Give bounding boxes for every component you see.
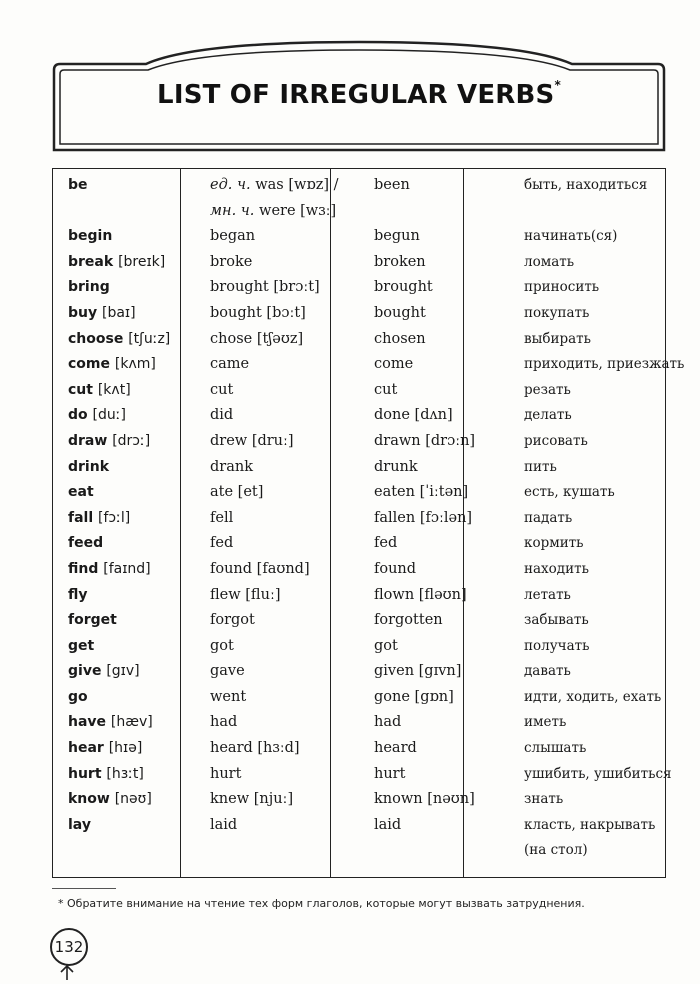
base-transcription: [nəʊ] [114, 791, 152, 808]
past-simple: heard [hɜːd] [210, 740, 300, 757]
past-simple: ate [et] [210, 484, 264, 501]
past-participle: begun [374, 228, 420, 245]
past-simple: got [210, 637, 234, 654]
past-simple: went [210, 688, 247, 705]
translation: летать [524, 586, 571, 603]
translation-cell [507, 301, 665, 327]
past-participle: bought [374, 304, 426, 321]
translation: ушибить, ушибиться [524, 765, 672, 782]
participle-transcription: [nəʊn] [427, 791, 475, 808]
table-row [53, 634, 665, 660]
base-transcription: [fɔːl] [98, 509, 131, 526]
base-form-cell [53, 583, 196, 609]
base-transcription: [hɜːt] [106, 765, 144, 782]
translation-cell [507, 455, 665, 481]
base-form-cell [53, 480, 196, 506]
past-participle: laid [374, 816, 402, 833]
base-form: go [68, 688, 88, 705]
translation-cell [507, 250, 665, 276]
translation: падать [524, 509, 573, 526]
past-participle: come [374, 356, 414, 373]
base-transcription: [tʃuːz] [128, 330, 171, 347]
translation-cell [507, 659, 665, 685]
past-simple: drank [210, 458, 253, 475]
translation: ломать [524, 253, 575, 270]
translation-cell [507, 506, 665, 532]
base-transcription: [baɪ] [102, 304, 136, 321]
translation: слышать [524, 740, 587, 757]
base-form-cell [53, 301, 196, 327]
past-participle-cell [360, 685, 507, 711]
base-form-cell [53, 429, 196, 455]
past-simple: chose [tʃəʊz] [210, 330, 304, 347]
translation: приносить [524, 279, 600, 296]
table-row [53, 531, 665, 557]
table-row [53, 659, 665, 685]
table-row [53, 301, 665, 327]
past-participle: heard [374, 740, 417, 757]
past-simple: fell [210, 509, 234, 526]
past-simple: broke [210, 253, 253, 270]
table-row [53, 787, 665, 813]
past-simple: brought [brɔːt] [210, 279, 320, 296]
base-form: eat [68, 484, 94, 501]
translation: иметь [524, 714, 567, 731]
past-simple-cell [196, 506, 360, 532]
past-participle-cell [360, 736, 507, 762]
past-simple-cell [196, 762, 360, 788]
past-simple: found [faʊnd] [210, 560, 310, 577]
translation-cell [507, 224, 665, 250]
title-text: LIST OF IRREGULAR VERBS [157, 80, 555, 110]
base-transcription: [breɪk] [118, 253, 166, 270]
translation-cell [507, 275, 665, 301]
base-transcription: [drɔː] [112, 432, 151, 449]
translation: покупать [524, 304, 590, 321]
translation: знать [524, 791, 564, 808]
base-form-cell [53, 787, 196, 813]
translation: быть, находиться [524, 177, 648, 193]
translation: получать [524, 637, 590, 654]
translation: идти, ходить, ехать [524, 688, 662, 705]
base-form: know [68, 791, 110, 808]
past-simple: began [210, 228, 256, 245]
past-participle-cell [360, 813, 507, 864]
past-participle: known [374, 791, 423, 808]
base-form-cell [53, 378, 196, 404]
past-participle: hurt [374, 765, 406, 782]
past-simple-cell [196, 787, 360, 813]
translation: находить [524, 560, 589, 577]
past-participle: done [374, 407, 410, 424]
past-participle: drawn [374, 432, 421, 449]
translation-cell [507, 557, 665, 583]
base-transcription: [kʌt] [97, 381, 131, 398]
translation-cell [507, 736, 665, 762]
base-form-cell [53, 327, 196, 353]
past-participle-cell [360, 173, 507, 224]
translation: давать [524, 663, 571, 680]
table-row [53, 762, 665, 788]
past-simple-cell [196, 327, 360, 353]
base-form: lay [68, 816, 91, 833]
arrow-icon [48, 926, 92, 982]
past-participle-cell [360, 378, 507, 404]
past-participle: cut [374, 381, 398, 398]
table-row [53, 352, 665, 378]
base-form: begin [68, 228, 113, 245]
past-participle-cell [360, 710, 507, 736]
base-form-cell [53, 608, 196, 634]
base-transcription: [gɪv] [106, 663, 140, 680]
table-row [53, 429, 665, 455]
irregular-verbs-table [52, 168, 685, 878]
translation: выбирать [524, 330, 591, 347]
translation: приходить, приезжать [524, 356, 685, 373]
participle-transcription: [dʌn] [414, 407, 453, 424]
past-participle: eaten [374, 484, 415, 501]
past-participle: brought [374, 279, 433, 296]
past-simple: came [210, 356, 250, 373]
table-row [53, 224, 665, 250]
table-row [53, 557, 665, 583]
past-participle: chosen [374, 330, 426, 347]
past-simple-cell [196, 250, 360, 276]
base-form: cut [68, 381, 93, 398]
participle-transcription: [fɔːlən] [419, 509, 473, 526]
title-footnote-mark: * [554, 78, 561, 93]
past-participle-cell [360, 250, 507, 276]
past-simple-cell [196, 710, 360, 736]
table-row [53, 583, 665, 609]
past-simple-cell [196, 429, 360, 455]
translation-cell [507, 685, 665, 711]
past-simple-cell [196, 224, 360, 250]
base-transcription: [hɪə] [108, 740, 143, 757]
table-row [53, 813, 665, 864]
past-simple-cell [196, 531, 360, 557]
page-number-badge [48, 926, 92, 982]
translation-continued: (на стол) [524, 842, 588, 859]
past-simple-cell [196, 173, 360, 224]
table-row [53, 403, 665, 429]
translation: резать [524, 381, 571, 398]
table-row [53, 736, 665, 762]
past-participle-cell [360, 608, 507, 634]
base-form: forget [68, 612, 117, 629]
table-row [53, 506, 665, 532]
table-row [53, 480, 665, 506]
verbs-grid [53, 173, 685, 864]
table-row [53, 250, 665, 276]
past-simple: forgot [210, 612, 255, 629]
past-participle-cell [360, 634, 507, 660]
table-row [53, 275, 665, 301]
past-participle-cell [360, 557, 507, 583]
past-participle-cell [360, 455, 507, 481]
base-form-cell [53, 736, 196, 762]
base-form: have [68, 714, 107, 731]
base-transcription: [faɪnd] [103, 560, 151, 577]
table-row [53, 685, 665, 711]
base-form-cell [53, 173, 196, 224]
base-form-cell [53, 531, 196, 557]
past-simple: gave [210, 663, 245, 680]
table-row [53, 378, 665, 404]
translation-cell [507, 583, 665, 609]
past-simple-cell [196, 403, 360, 429]
base-transcription: [duː] [92, 407, 126, 424]
translation-cell [507, 352, 685, 378]
past-participle: flown [374, 586, 415, 603]
past-participle-cell [360, 429, 507, 455]
past-participle-cell [360, 480, 507, 506]
translation: начинать(ся) [524, 228, 618, 245]
base-form-cell [53, 813, 196, 864]
base-form-cell [53, 762, 196, 788]
past-participle-cell [360, 275, 507, 301]
base-form-cell [53, 659, 196, 685]
base-form-cell [53, 557, 196, 583]
base-transcription: [kʌm] [114, 356, 156, 373]
base-form: drink [68, 458, 110, 475]
past-simple: ед. ч. was [wɒz] / [210, 177, 339, 193]
past-participle-cell [360, 506, 507, 532]
past-participle: got [374, 637, 398, 654]
translation: класть, накрывать [524, 816, 656, 833]
past-simple: hurt [210, 765, 242, 782]
base-form: hear [68, 740, 104, 757]
participle-transcription: [ˈiːtən] [419, 484, 469, 501]
table-row [53, 327, 665, 353]
past-participle: given [374, 663, 415, 680]
base-form: choose [68, 330, 124, 347]
base-form: bring [68, 279, 110, 296]
past-simple-cell [196, 480, 360, 506]
past-simple-cell [196, 583, 360, 609]
table-row [53, 455, 665, 481]
table-row [53, 608, 665, 634]
translation-cell [507, 531, 665, 557]
translation-cell [507, 378, 665, 404]
past-simple-cell [196, 634, 360, 660]
past-participle-cell [360, 787, 507, 813]
past-simple-cell [196, 685, 360, 711]
translation-cell [507, 813, 665, 864]
base-form-cell [53, 275, 196, 301]
past-simple: drew [druː] [210, 432, 294, 449]
past-simple-cell [196, 378, 360, 404]
past-participle-cell [360, 659, 507, 685]
base-transcription: [hæv] [110, 714, 153, 731]
translation-cell [507, 480, 665, 506]
translation-cell [507, 608, 665, 634]
base-form-cell [53, 250, 196, 276]
translation-cell [507, 429, 665, 455]
base-form: fall [68, 509, 94, 526]
past-simple: cut [210, 381, 234, 398]
translation-cell [507, 710, 665, 736]
participle-transcription: [drɔːn] [425, 432, 476, 449]
past-simple-cell [196, 557, 360, 583]
past-simple-cell [196, 301, 360, 327]
past-simple-cell [196, 455, 360, 481]
past-participle-cell [360, 531, 507, 557]
base-form: break [68, 253, 114, 270]
translation: делать [524, 407, 572, 424]
participle-transcription: [gɪvn] [418, 663, 462, 680]
base-form: find [68, 560, 99, 577]
translation: забывать [524, 612, 589, 629]
base-form-cell [53, 506, 196, 532]
base-form-cell [53, 685, 196, 711]
base-form-cell [53, 710, 196, 736]
past-participle: broken [374, 253, 426, 270]
past-simple: laid [210, 816, 238, 833]
translation-cell [507, 327, 665, 353]
table-row [53, 173, 665, 224]
past-simple-cell [196, 275, 360, 301]
translation-cell [507, 634, 665, 660]
translation: пить [524, 458, 557, 475]
past-participle-cell [360, 327, 507, 353]
past-participle-cell [360, 301, 507, 327]
past-simple: flew [fluː] [210, 586, 281, 603]
translation-cell [507, 173, 665, 224]
past-simple: fed [210, 535, 234, 552]
past-simple: bought [bɔːt] [210, 304, 306, 321]
footnote: * Обратите внимание на чтение тех форм глаголов, которые могут вызвать затруднения. [58, 897, 585, 910]
translation-cell [507, 762, 672, 788]
base-form-cell [53, 634, 196, 660]
past-participle-cell [360, 352, 507, 378]
base-form: hurt [68, 765, 102, 782]
past-participle: forgotten [374, 612, 443, 629]
base-form-cell [53, 455, 196, 481]
participle-transcription: [fləʊn] [418, 586, 467, 603]
table-row [53, 710, 665, 736]
page-number: 132 [50, 928, 88, 966]
footnote-rule [52, 888, 116, 889]
past-simple: knew [njuː] [210, 791, 294, 808]
past-participle: fed [374, 535, 398, 552]
past-participle: fallen [374, 509, 416, 526]
past-participle: had [374, 714, 402, 731]
past-simple-cell [196, 813, 360, 864]
base-form: draw [68, 432, 108, 449]
base-form: fly [68, 586, 88, 603]
past-participle-cell [360, 762, 507, 788]
past-participle: drunk [374, 458, 418, 475]
past-simple: did [210, 407, 234, 424]
past-simple-cell [196, 608, 360, 634]
base-form-cell [53, 352, 196, 378]
past-simple-cell [196, 659, 360, 685]
past-participle: been [374, 177, 410, 193]
page-title [52, 80, 666, 110]
participle-transcription: [gɒn] [414, 688, 454, 705]
past-participle-cell [360, 583, 507, 609]
translation: кормить [524, 535, 584, 552]
base-form: be [68, 177, 88, 193]
past-participle: found [374, 560, 417, 577]
base-form: do [68, 407, 88, 424]
past-simple-plural: мн. ч. were [wɜː] [210, 202, 337, 219]
base-form-cell [53, 224, 196, 250]
past-participle-cell [360, 403, 507, 429]
base-form: get [68, 637, 95, 654]
translation: рисовать [524, 432, 588, 449]
base-form: buy [68, 304, 98, 321]
translation: есть, кушать [524, 484, 615, 501]
past-participle: gone [374, 688, 410, 705]
translation-cell [507, 787, 665, 813]
base-form-cell [53, 403, 196, 429]
base-form: come [68, 356, 110, 373]
past-simple: had [210, 714, 238, 731]
translation-cell [507, 403, 665, 429]
past-simple-cell [196, 352, 360, 378]
past-participle-cell [360, 224, 507, 250]
past-simple-cell [196, 736, 360, 762]
base-form: feed [68, 535, 104, 552]
base-form: give [68, 663, 102, 680]
